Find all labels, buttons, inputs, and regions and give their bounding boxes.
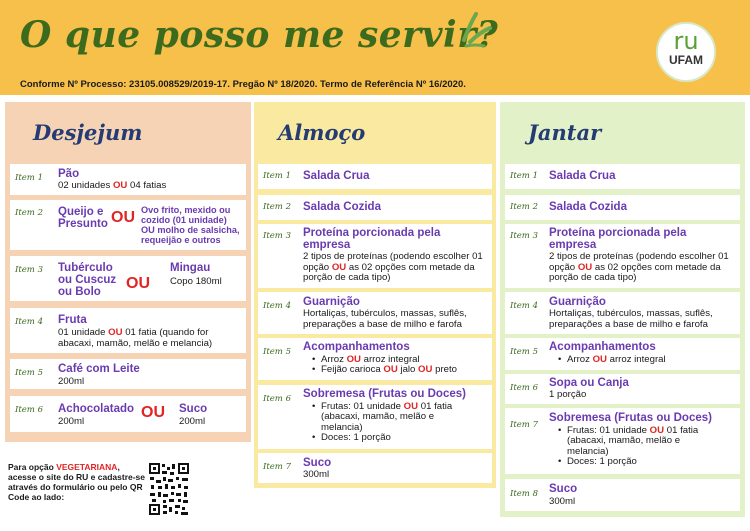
item-label: Item 6	[510, 383, 538, 393]
item-alternative-name: Mingau	[170, 262, 211, 274]
menu-item-card	[505, 164, 740, 189]
ou-separator: OU	[126, 275, 150, 292]
menu-item-card	[505, 195, 740, 220]
column-title-desjejum: Desjejum	[33, 120, 143, 145]
item-label: Item 4	[15, 317, 43, 327]
item-label: Item 5	[510, 347, 538, 357]
item-alternative-description: Copo 180ml	[170, 276, 222, 287]
item-name: Pão	[58, 168, 80, 180]
bullet-item: • Doces: 1 porção	[558, 457, 708, 467]
item-name: Suco	[549, 483, 578, 495]
item-label: Item 4	[263, 301, 291, 311]
page-title: O que posso me servir?	[20, 14, 499, 56]
item-label: Item 6	[15, 405, 43, 415]
header-banner	[0, 0, 750, 95]
item-name: Salada Cozida	[303, 201, 381, 213]
item-name: Proteína porcionada pela empresa	[549, 227, 687, 251]
item-alternative-description: 200ml	[179, 416, 206, 427]
bullet-item: • Doces: 1 porção	[312, 433, 464, 443]
item-name: Acompanhamentos	[549, 341, 656, 353]
menu-item-card	[10, 256, 246, 301]
item-name: Sopa ou Canja	[549, 377, 629, 389]
menu-item-card	[258, 292, 492, 334]
menu-item-card	[258, 385, 492, 449]
menu-item-card	[10, 396, 246, 432]
bullet-item: • Feijão carioca OU jalo OU preto	[312, 365, 488, 375]
item-description: 02 unidades OU 04 fatias	[58, 180, 167, 191]
item-name: Fruta	[58, 314, 87, 326]
item-name: Suco	[303, 457, 332, 469]
item-label: Item 1	[263, 171, 291, 181]
bullet-item: • Frutas: 01 unidade OU 01 fatia (abacaxi, mamão, melão e melancia)	[558, 426, 708, 457]
item-bullet-list	[558, 426, 708, 468]
item-label: Item 2	[15, 208, 43, 218]
item-name: Acompanhamentos	[303, 341, 410, 353]
menu-item-card	[258, 338, 492, 380]
logo-ru-text: ru	[673, 27, 699, 55]
item-name: Achocolatado	[58, 403, 135, 415]
item-alternative-name: Suco	[179, 403, 208, 415]
item-description: 200ml	[58, 416, 85, 427]
menu-item-card	[10, 164, 246, 195]
ou-separator: OU	[141, 404, 165, 421]
process-reference: Conforme Nº Processo: 23105.008529/2019-17. Pregão Nº 18/2020. Termo de Referência Nº 16/2020.	[20, 79, 466, 90]
menu-item-card	[505, 374, 740, 404]
item-label: Item 3	[263, 231, 291, 241]
item-description: Hortaliças, tubérculos, massas, suflês, preparações a base de milho e farofa	[303, 308, 467, 330]
item-bullet-list	[312, 402, 464, 444]
column-desjejum	[5, 102, 251, 442]
item-name: Salada Crua	[303, 170, 370, 182]
bullet-item: • Arroz OU arroz integral	[312, 355, 488, 365]
item-label: Item 8	[510, 489, 538, 499]
item-label: Item 7	[510, 420, 538, 430]
item-label: Item 3	[510, 231, 538, 241]
ru-ufam-logo	[656, 22, 716, 82]
sparkle-icon	[446, 10, 496, 50]
item-description: 1 porção	[549, 389, 587, 400]
item-description: 2 tipos de proteínas (podendo escolher 01 opção OU as 02 opções com metade da porção de cada tipo)	[303, 251, 483, 284]
menu-item-card	[258, 164, 492, 189]
column-title-almoco: Almoço	[278, 120, 366, 145]
menu-item-card	[505, 292, 740, 334]
bullet-item: • Arroz OU arroz integral	[558, 355, 734, 365]
item-name: Salada Cozida	[549, 201, 627, 213]
item-label: Item 3	[15, 265, 43, 275]
item-label: Item 2	[510, 202, 538, 212]
item-description: 200ml	[58, 376, 85, 387]
qr-code-icon[interactable]	[148, 462, 190, 516]
item-alternative: Ovo frito, mexido ou cozido (01 unidade) OU molho de salsicha, requeijão e outros	[141, 205, 240, 245]
column-title-jantar: Jantar	[528, 120, 602, 145]
item-label: Item 6	[263, 394, 291, 404]
item-name: Sobremesa (Frutas ou Doces)	[303, 388, 466, 400]
item-name: Guarnição	[303, 296, 360, 308]
menu-item-card	[505, 408, 740, 474]
menu-item-card	[10, 200, 246, 250]
column-jantar	[500, 102, 745, 517]
menu-item-card	[258, 224, 492, 288]
item-name: Café com Leite	[58, 363, 140, 375]
ou-separator: OU	[111, 209, 135, 226]
item-name: Proteína porcionada pela empresa	[303, 227, 441, 251]
item-bullet-list	[312, 355, 488, 376]
menu-item-card	[258, 453, 492, 483]
item-name: Tubérculo ou Cuscuz ou Bolo	[58, 262, 117, 298]
item-description: 2 tipos de proteínas (podendo escolher 01 opção OU as 02 opções com metade da porção de cada tipo)	[549, 251, 729, 284]
column-almoco	[254, 102, 496, 488]
item-label: Item 2	[263, 202, 291, 212]
item-description: 300ml	[303, 469, 330, 480]
item-name: Salada Crua	[549, 170, 616, 182]
item-label: Item 4	[510, 301, 538, 311]
item-bullet-list	[558, 355, 734, 365]
logo-ufam-text: UFAM	[669, 53, 703, 67]
menu-item-card	[505, 338, 740, 370]
menu-item-card	[505, 479, 740, 511]
item-label: Item 5	[15, 368, 43, 378]
item-label: Item 7	[263, 462, 291, 472]
item-label: Item 5	[263, 347, 291, 357]
item-description: Hortaliças, tubérculos, massas, suflês, preparações a base de milho e farofa	[549, 308, 713, 330]
item-label: Item 1	[15, 173, 43, 183]
item-description: 01 unidade OU 01 fatia (quando for abacaxi, mamão, melão e melancia)	[58, 327, 213, 349]
item-description: 300ml	[549, 496, 576, 507]
menu-item-card	[10, 359, 246, 389]
item-name: Guarnição	[549, 296, 606, 308]
menu-item-card	[258, 195, 492, 220]
bullet-item: • Frutas: 01 unidade OU 01 fatia (abacaxi, mamão, melão e melancia)	[312, 402, 464, 433]
menu-item-card	[505, 224, 740, 288]
vegetarian-note: Para opção VEGETARIANA, acesse o site do RU e cadastre-se através do formulário ou pelo QR Code ao lado:	[8, 462, 146, 502]
menu-item-card	[10, 308, 246, 353]
item-name: Sobremesa (Frutas ou Doces)	[549, 412, 712, 424]
item-label: Item 1	[510, 171, 538, 181]
item-name: Queijo e Presunto	[58, 206, 108, 230]
